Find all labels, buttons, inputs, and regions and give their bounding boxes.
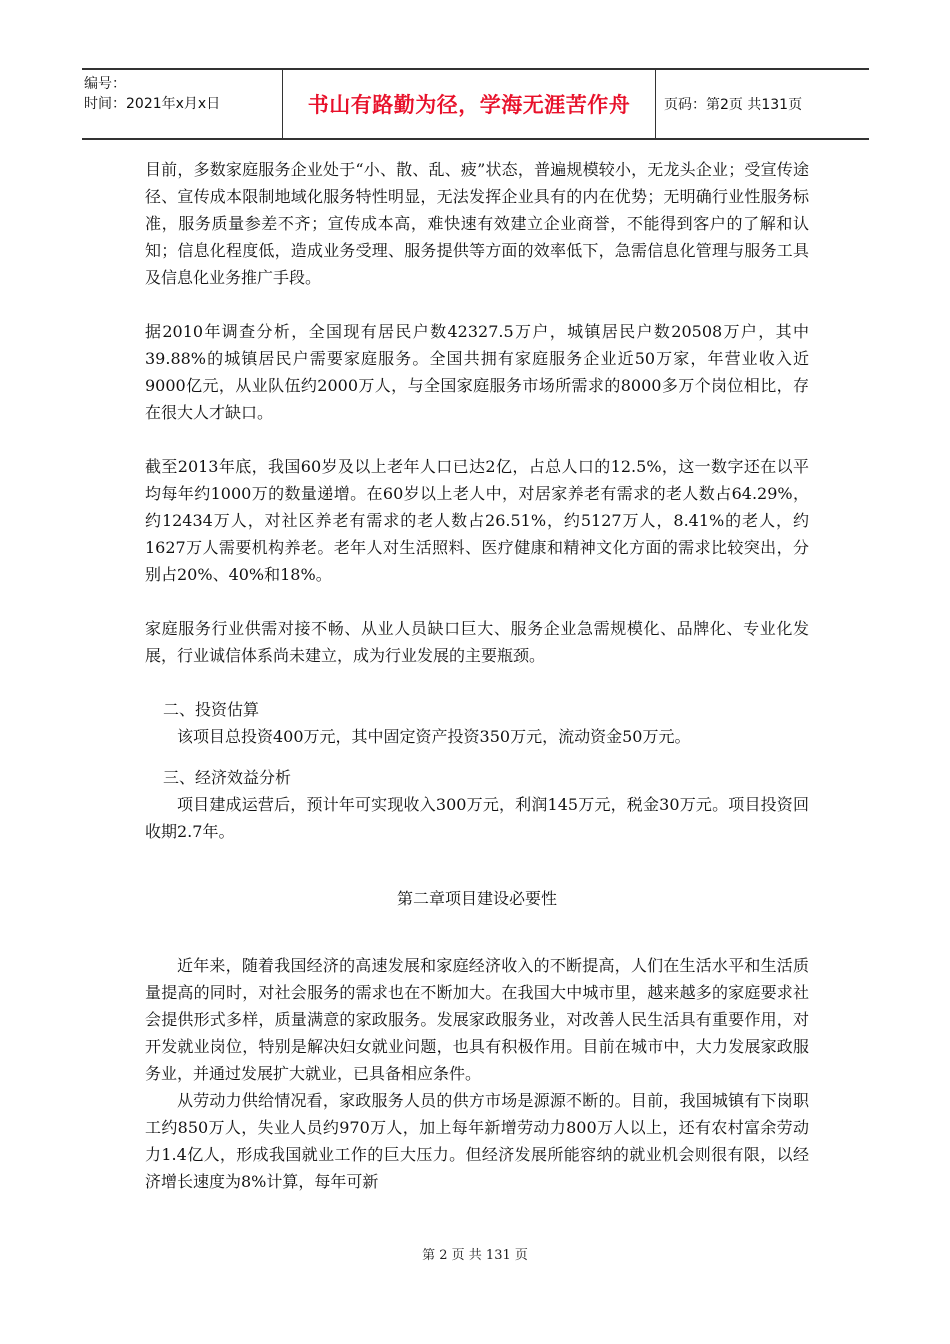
section-heading-benefit: 三、经济效益分析: [163, 768, 292, 787]
time-label: 时间：2021年x月x日: [84, 96, 221, 112]
section-text-investment: 该项目总投资400万元，其中固定资产投资350万元，流动资金50万元。: [177, 727, 691, 746]
header-motto: 书山有路勤为径，学海无涯苦作舟: [283, 70, 656, 138]
paragraph: 家庭服务行业供需对接不畅、从业人员缺口巨大、服务企业急需规模化、品牌化、专业化发展，行业诚信体系尚未建立，成为行业发展的主要瓶颈。: [145, 619, 809, 665]
document-body: [145, 156, 809, 1195]
paragraph: 据2010年调查分析，全国现有居民户数42327.5万户，城镇居民户数20508万户，其中39.88%的城镇居民户需要家庭服务。全国共拥有家庭服务企业近50万家，年营业收入近9000亿元，从业队伍约2000万人，与全国家庭服务市场所需求的8000多万个岗位相比，存在很大人才缺口。: [145, 322, 809, 422]
page-footer: 第 2 页 共 131 页: [422, 1248, 528, 1263]
paragraph: 目前，多数家庭服务企业处于“小、散、乱、疲”状态，普遍规模较小，无龙头企业；受宣传途径、宣传成本限制地域化服务特性明显，无法发挥企业具有的内在优势；无明确行业性服务标准，服务质量参差不齐；宣传成本高，难快速有效建立企业商誉，不能得到客户的了解和认知；信息化程度低，造成业务受理、服务提供等方面的效率低下，急需信息化管理与服务工具及信息化业务推广手段。: [145, 160, 809, 287]
header-page-code: 页码：第2页 共131页: [664, 97, 803, 113]
document-header: [82, 68, 869, 140]
paragraph: 截至2013年底，我国60岁及以上老年人口已达2亿，占总人口的12.5%，这一数字还在以平均每年约1000万的数量递增。在60岁以上老人中，对居家养老有需求的老人数占64.29%，约12434万人，对社区养老有需求的老人数占26.51%，约5127万人，8.41%的老人，约1627万人需要机构养老。老年人对生活照料、医疗健康和精神文化方面的需求比较突出，分别占20%、40%和18%。: [145, 457, 809, 584]
number-label: 编号：: [84, 76, 126, 92]
section-text-benefit: 项目建成运营后，预计年可实现收入300万元，利润145万元，税金30万元。项目投资回收期2.7年。: [145, 795, 809, 841]
paragraph: 近年来，随着我国经济的高速发展和家庭经济收入的不断提高，人们在生活水平和生活质量提高的同时，对社会服务的需求也在不断加大。在我国大中城市里，越来越多的家庭要求社会提供形式多样，质量满意的家政服务。发展家政服务业，对改善人民生活具有重要作用，对开发就业岗位，特别是解决妇女就业问题，也具有积极作用。目前在城市中，大力发展家政服务业，并通过发展扩大就业，已具备相应条件。: [145, 956, 809, 1083]
section-heading-investment: 二、投资估算: [163, 700, 260, 719]
chapter-title: 第二章项目建设必要性: [396, 889, 557, 908]
paragraph: 从劳动力供给情况看，家政服务人员的供方市场是源源不断的。目前，我国城镇有下岗职工约850万人，失业人员约970万人，加上每年新增劳动力800万人以上，还有农村富余劳动力1.4亿人，形成我国就业工作的巨大压力。但经济发展所能容纳的就业机会则很有限，以经济增长速度为8%计算，每年可新: [145, 1091, 809, 1191]
header-meta: [82, 70, 283, 138]
